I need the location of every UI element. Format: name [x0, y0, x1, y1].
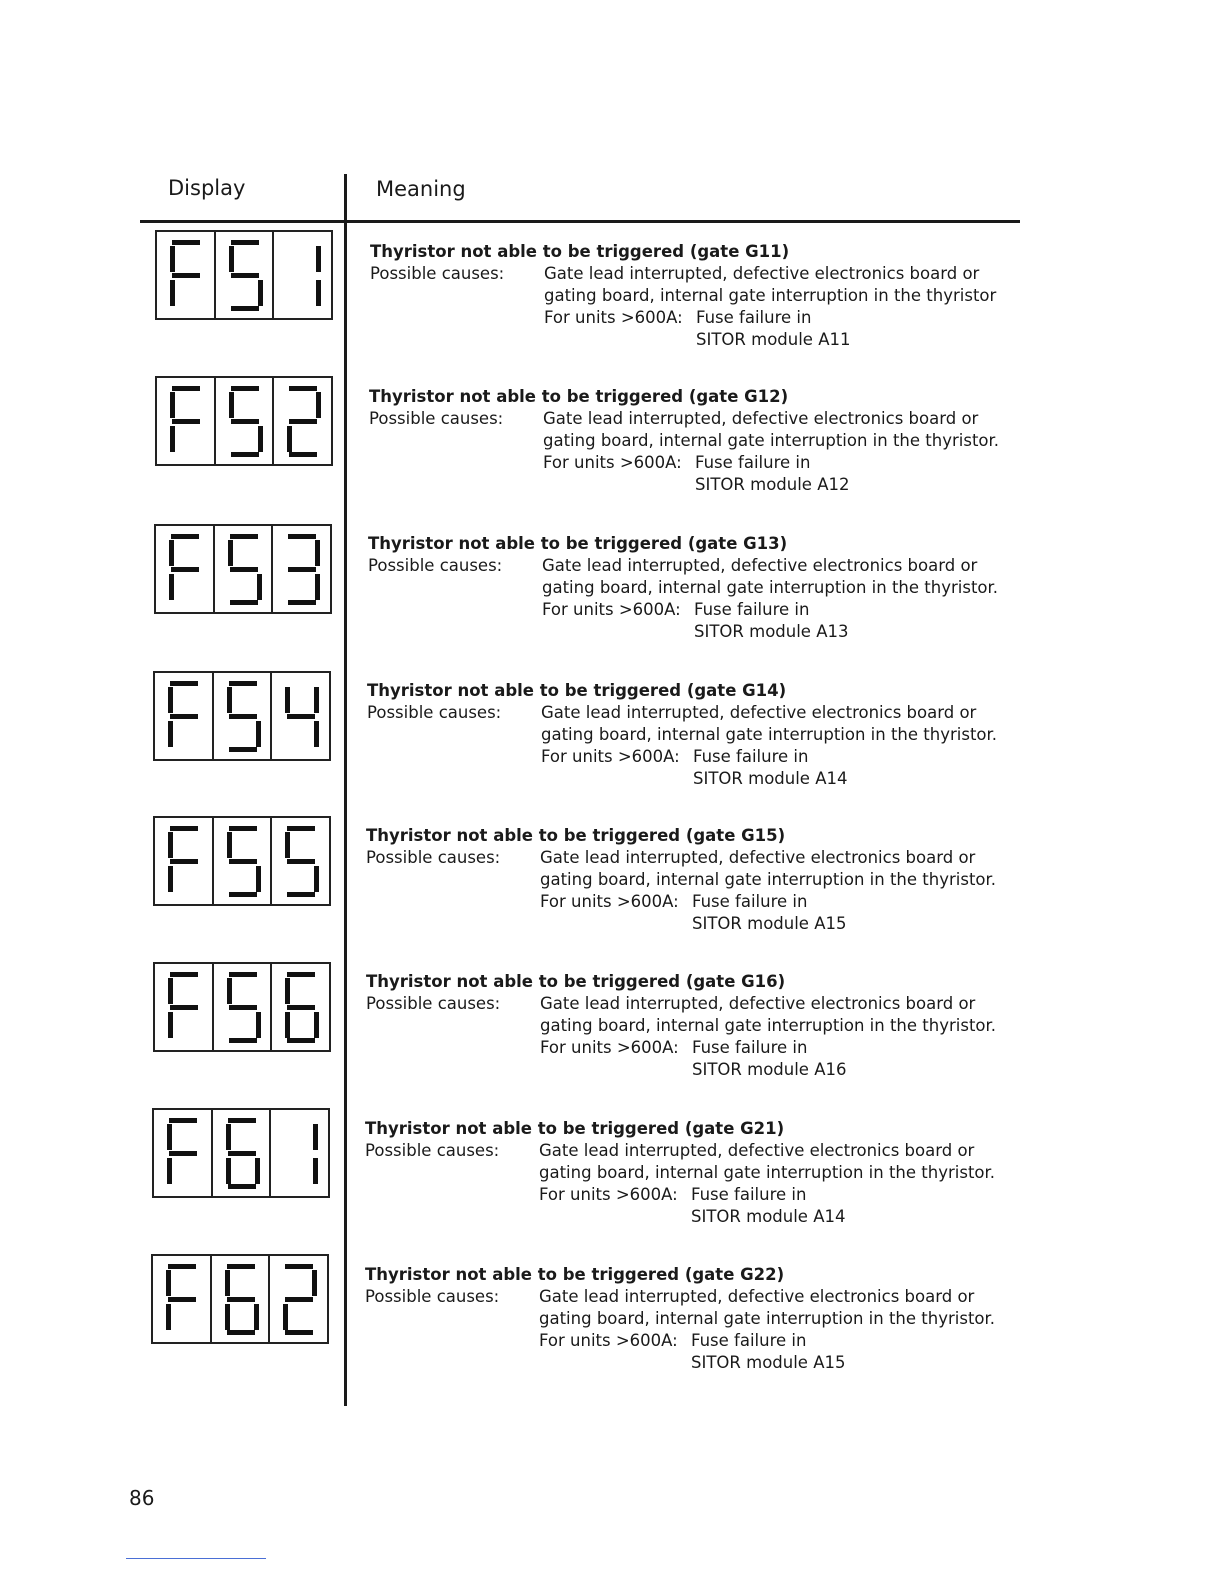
- segment-a: [168, 1264, 196, 1269]
- segment-e: [225, 1304, 230, 1330]
- segment-f: [227, 832, 232, 858]
- segment-a: [172, 386, 200, 391]
- fault-entry: [365, 1118, 1015, 1228]
- fault-title: Thyristor not able to be triggered (gate G11): [370, 242, 790, 261]
- display-digit: [274, 232, 331, 318]
- segment-a: [170, 972, 198, 977]
- segment-e: [168, 1012, 173, 1038]
- segment-a: [229, 972, 257, 977]
- segment-f: [168, 832, 173, 858]
- segment-f: [168, 687, 173, 713]
- for-units-label: For units >600A:: [542, 600, 681, 619]
- segment-d: [287, 1038, 315, 1043]
- segment-g: [228, 1151, 256, 1156]
- display-digit: [270, 1256, 327, 1342]
- fault-causes: Gate lead interrupted, defective electronics board or gating board, internal gate interruption in the thyristor.: [541, 703, 998, 744]
- display-digit: [214, 673, 273, 759]
- segment-d: [285, 1330, 313, 1335]
- display-column-header: Display: [168, 176, 246, 200]
- segment-c: [314, 866, 319, 892]
- segment-f: [227, 687, 232, 713]
- fuse-failure-label: Fuse failure in: [695, 453, 811, 472]
- segment-a: [229, 681, 257, 686]
- segment-e: [170, 280, 175, 306]
- display-digit: [155, 964, 214, 1050]
- page-number: 86: [129, 1486, 155, 1510]
- segment-a: [228, 1118, 256, 1123]
- display-digit: [271, 1110, 328, 1196]
- segment-g: [168, 1297, 196, 1302]
- display-digit: [155, 818, 214, 904]
- segment-c: [258, 426, 263, 452]
- sitor-module: SITOR module A15: [691, 1353, 846, 1372]
- segment-a: [288, 534, 316, 539]
- segment-e: [166, 1304, 171, 1330]
- possible-causes-label: Possible causes:: [370, 264, 505, 283]
- segment-f: [227, 978, 232, 1004]
- possible-causes-label: Possible causes:: [365, 1287, 500, 1306]
- segment-f: [285, 978, 290, 1004]
- sitor-module: SITOR module A11: [696, 330, 851, 349]
- segment-c: [254, 1304, 259, 1330]
- segment-b: [312, 1270, 317, 1296]
- fuse-failure-label: Fuse failure in: [694, 600, 810, 619]
- display-digit: [214, 818, 273, 904]
- segment-c: [256, 1012, 261, 1038]
- segment-g: [229, 859, 257, 864]
- sitor-module: SITOR module A14: [693, 769, 848, 788]
- segment-d: [230, 600, 258, 605]
- column-divider: [344, 174, 347, 1406]
- fault-entry: [366, 825, 1016, 935]
- segment-d: [227, 1330, 255, 1335]
- segment-g: [170, 714, 198, 719]
- segment-e: [167, 1158, 172, 1184]
- meaning-column-header: Meaning: [376, 177, 466, 201]
- segment-g: [227, 1297, 255, 1302]
- possible-causes-label: Possible causes:: [366, 994, 501, 1013]
- segment-a: [170, 826, 198, 831]
- segment-e: [168, 721, 173, 747]
- sitor-module: SITOR module A13: [694, 622, 849, 641]
- fuse-failure-label: Fuse failure in: [691, 1185, 807, 1204]
- segment-a: [170, 681, 198, 686]
- segment-c: [314, 721, 319, 747]
- segment-c: [258, 280, 263, 306]
- display-digit: [156, 526, 215, 612]
- display-digit: [154, 1110, 213, 1196]
- fault-entry: [368, 533, 1018, 643]
- segment-a: [285, 1264, 313, 1269]
- segment-a: [289, 386, 317, 391]
- display-digit: [216, 378, 275, 464]
- seven-segment-display: [153, 671, 331, 761]
- segment-e: [170, 426, 175, 452]
- for-units-label: For units >600A:: [540, 1038, 679, 1057]
- possible-causes-label: Possible causes:: [366, 848, 501, 867]
- segment-b: [314, 687, 319, 713]
- display-digit: [215, 526, 274, 612]
- segment-e: [285, 1012, 290, 1038]
- display-digit: [272, 818, 329, 904]
- seven-segment-display: [153, 816, 331, 906]
- segment-f: [170, 392, 175, 418]
- footer-line: [126, 1558, 266, 1559]
- fault-entry: [365, 1264, 1015, 1374]
- segment-f: [169, 540, 174, 566]
- segment-g: [287, 1005, 315, 1010]
- segment-c: [257, 574, 262, 600]
- segment-f: [226, 1124, 231, 1150]
- segment-d: [229, 747, 257, 752]
- fuse-failure-label: Fuse failure in: [693, 747, 809, 766]
- display-digit: [216, 232, 275, 318]
- segment-d: [231, 306, 259, 311]
- seven-segment-display: [155, 376, 333, 466]
- segment-a: [172, 240, 200, 245]
- sitor-module: SITOR module A16: [692, 1060, 847, 1079]
- possible-causes-label: Possible causes:: [368, 556, 503, 575]
- fault-title: Thyristor not able to be triggered (gate G13): [368, 534, 788, 553]
- segment-e: [287, 426, 292, 452]
- fault-title: Thyristor not able to be triggered (gate G22): [365, 1265, 785, 1284]
- segment-a: [231, 386, 259, 391]
- fault-title: Thyristor not able to be triggered (gate G14): [367, 681, 787, 700]
- display-digit: [274, 378, 331, 464]
- segment-g: [289, 419, 317, 424]
- segment-f: [225, 1270, 230, 1296]
- seven-segment-display: [152, 1108, 330, 1198]
- fault-causes: Gate lead interrupted, defective electronics board or gating board, internal gate interruption in the thyristor.: [543, 409, 1000, 450]
- for-units-label: For units >600A:: [541, 747, 680, 766]
- fault-causes: Gate lead interrupted, defective electronics board or gating board, internal gate interruption in the thyristor.: [539, 1141, 996, 1182]
- header-rule: [140, 220, 1020, 223]
- segment-f: [229, 246, 234, 272]
- fault-title: Thyristor not able to be triggered (gate G16): [366, 972, 786, 991]
- segment-f: [228, 540, 233, 566]
- segment-b: [316, 246, 321, 272]
- seven-segment-display: [153, 962, 331, 1052]
- segment-f: [168, 978, 173, 1004]
- segment-e: [226, 1158, 231, 1184]
- fuse-failure-label: Fuse failure in: [696, 308, 812, 327]
- segment-d: [288, 600, 316, 605]
- display-digit: [273, 526, 330, 612]
- segment-g: [172, 273, 200, 278]
- segment-g: [229, 714, 257, 719]
- segment-g: [172, 419, 200, 424]
- segment-a: [171, 534, 199, 539]
- fault-title: Thyristor not able to be triggered (gate G12): [369, 387, 789, 406]
- segment-d: [229, 892, 257, 897]
- fuse-failure-label: Fuse failure in: [692, 1038, 808, 1057]
- fault-entry: [369, 386, 1019, 496]
- for-units-label: For units >600A:: [544, 308, 683, 327]
- segment-f: [166, 1270, 171, 1296]
- possible-causes-label: Possible causes:: [367, 703, 502, 722]
- sitor-module: SITOR module A15: [692, 914, 847, 933]
- sitor-module: SITOR module A14: [691, 1207, 846, 1226]
- seven-segment-display: [154, 524, 332, 614]
- display-digit: [153, 1256, 212, 1342]
- segment-a: [287, 826, 315, 831]
- possible-causes-label: Possible causes:: [365, 1141, 500, 1160]
- segment-c: [256, 866, 261, 892]
- display-digit: [157, 232, 216, 318]
- fault-entry: [370, 241, 1020, 351]
- segment-d: [229, 1038, 257, 1043]
- segment-f: [285, 832, 290, 858]
- segment-g: [170, 859, 198, 864]
- segment-c: [316, 280, 321, 306]
- fault-causes: Gate lead interrupted, defective electronics board or gating board, internal gate interruption in the thyristor: [544, 264, 997, 305]
- sitor-module: SITOR module A12: [695, 475, 850, 494]
- segment-c: [255, 1158, 260, 1184]
- segment-f: [167, 1124, 172, 1150]
- for-units-label: For units >600A:: [540, 892, 679, 911]
- segment-a: [287, 972, 315, 977]
- segment-d: [287, 892, 315, 897]
- segment-g: [170, 1005, 198, 1010]
- segment-c: [313, 1158, 318, 1184]
- segment-e: [168, 866, 173, 892]
- display-digit: [272, 964, 329, 1050]
- segment-a: [230, 534, 258, 539]
- display-digit: [157, 378, 216, 464]
- segment-g: [231, 419, 259, 424]
- fuse-failure-label: Fuse failure in: [691, 1331, 807, 1350]
- segment-g: [230, 567, 258, 572]
- segment-g: [171, 567, 199, 572]
- segment-c: [315, 574, 320, 600]
- segment-g: [288, 567, 316, 572]
- segment-g: [169, 1151, 197, 1156]
- segment-b: [315, 540, 320, 566]
- segment-d: [289, 452, 317, 457]
- fault-causes: Gate lead interrupted, defective electronics board or gating board, internal gate interruption in the thyristor.: [539, 1287, 996, 1328]
- for-units-label: For units >600A:: [539, 1331, 678, 1350]
- segment-c: [314, 1012, 319, 1038]
- segment-d: [231, 452, 259, 457]
- segment-c: [256, 721, 261, 747]
- segment-e: [169, 574, 174, 600]
- segment-f: [285, 687, 290, 713]
- segment-e: [283, 1304, 288, 1330]
- display-digit: [214, 964, 273, 1050]
- fault-entry: [366, 971, 1016, 1081]
- segment-g: [229, 1005, 257, 1010]
- display-digit: [155, 673, 214, 759]
- fuse-failure-label: Fuse failure in: [692, 892, 808, 911]
- for-units-label: For units >600A:: [543, 453, 682, 472]
- fault-title: Thyristor not able to be triggered (gate G15): [366, 826, 786, 845]
- segment-b: [316, 392, 321, 418]
- segment-g: [285, 1297, 313, 1302]
- possible-causes-label: Possible causes:: [369, 409, 504, 428]
- seven-segment-display: [151, 1254, 329, 1344]
- display-digit: [212, 1256, 271, 1342]
- fault-causes: Gate lead interrupted, defective electronics board or gating board, internal gate interruption in the thyristor.: [540, 848, 997, 889]
- fault-causes: Gate lead interrupted, defective electronics board or gating board, internal gate interruption in the thyristor.: [540, 994, 997, 1035]
- fault-entry: [367, 680, 1017, 790]
- segment-a: [227, 1264, 255, 1269]
- segment-g: [287, 714, 315, 719]
- segment-a: [169, 1118, 197, 1123]
- display-digit: [272, 673, 329, 759]
- segment-g: [231, 273, 259, 278]
- fault-causes: Gate lead interrupted, defective electronics board or gating board, internal gate interruption in the thyristor.: [542, 556, 999, 597]
- for-units-label: For units >600A:: [539, 1185, 678, 1204]
- seven-segment-display: [155, 230, 333, 320]
- segment-f: [229, 392, 234, 418]
- segment-d: [228, 1184, 256, 1189]
- segment-g: [287, 859, 315, 864]
- segment-a: [229, 826, 257, 831]
- segment-a: [231, 240, 259, 245]
- fault-title: Thyristor not able to be triggered (gate G21): [365, 1119, 785, 1138]
- segment-b: [313, 1124, 318, 1150]
- segment-f: [170, 246, 175, 272]
- display-digit: [213, 1110, 272, 1196]
